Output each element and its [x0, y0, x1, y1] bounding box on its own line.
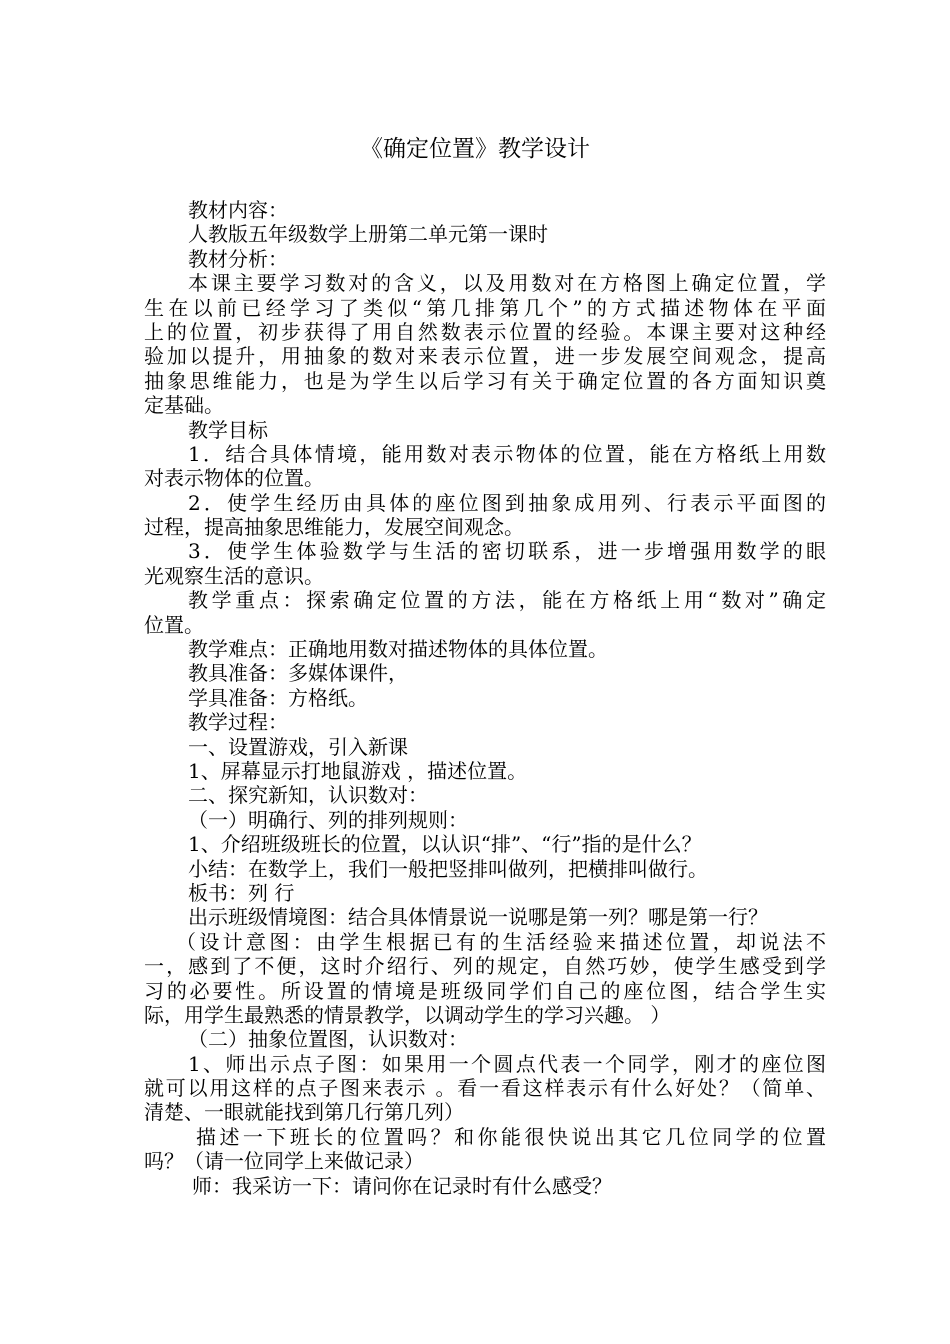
paragraph-line: 1、师出示点子图：如果用一个圆点代表一个同学，刚才的座位图 — [188, 1051, 826, 1076]
paragraph-line: 光观察生活的意识。 — [144, 563, 324, 588]
paragraph-line: 1、屏幕显示打地鼠游戏 ，描述位置。 — [188, 758, 528, 783]
paragraph-line: 一，感到了不便，这时介绍行、列的规定，自然巧妙，使学生感受到学 — [144, 954, 826, 979]
paragraph-line: 教材内容： — [188, 198, 288, 222]
paragraph-line: 本课主要学习数对的含义，以及用数对在方格图上确定位置，学 — [188, 271, 826, 296]
paragraph-line: 人教版五年级数学上册第二单元第一课时 — [188, 222, 548, 247]
paragraph-line: （设计意图：由学生根据已有的生活经验来描述位置，却说法不 — [176, 929, 826, 954]
paragraph-line: 小结：在数学上，我们一般把竖排叫做列，把横排叫做行。 — [188, 856, 708, 881]
paragraph-line: 一、设置游戏，引入新课 — [188, 734, 408, 759]
paragraph-line: （一）明确行、列的排列规则： — [188, 807, 468, 832]
paragraph-line: 3．使学生体验数学与生活的密切联系，进一步增强用数学的眼 — [188, 539, 826, 564]
paragraph-line: 1、介绍班级班长的位置，以认识“排”、“行”指的是什么？ — [188, 832, 702, 857]
document-body — [144, 198, 826, 1198]
paragraph-line: 际，用学生最熟悉的情景教学，以调动学生的学习兴趣。 ） — [144, 1002, 671, 1027]
paragraph-line: 抽象思维能力，也是为学生以后学习有关于确定位置的各方面知识奠 — [144, 368, 826, 393]
paragraph-line: 描述一下班长的位置吗？和你能很快说出其它几位同学的位置 — [196, 1124, 826, 1149]
paragraph-line: 教学难点：正确地用数对描述物体的具体位置。 — [188, 637, 608, 662]
paragraph-line: 定基础。 — [144, 393, 224, 418]
paragraph-line: （二）抽象位置图，认识数对： — [188, 1027, 468, 1052]
paragraph-line: 习的必要性。所设置的情境是班级同学们自己的座位图，结合学生实 — [144, 978, 826, 1003]
paragraph-line: 生在以前已经学习了类似“第几排第几个”的方式描述物体在平面 — [144, 295, 826, 320]
paragraph-line: 验加以提升，用抽象的数对来表示位置，进一步发展空间观念，提高 — [144, 344, 826, 369]
paragraph-line: 学具准备：方格纸。 — [188, 685, 368, 710]
paragraph-line: 清楚、一眼就能找到第几行第几列） — [144, 1100, 464, 1125]
paragraph-line: 教学目标 — [188, 417, 268, 442]
paragraph-line: 出示班级情境图：结合具体情景说一说哪是第一列？哪是第一行？ — [188, 905, 768, 930]
paragraph-line: 板书：列 行 — [188, 880, 295, 905]
paragraph-line: 教学重点：探索确定位置的方法，能在方格纸上用“数对”确定 — [188, 588, 826, 613]
document-title: 《确定位置》教学设计 — [360, 136, 590, 162]
paragraph-line: 就可以用这样的点子图来表示 。看一看这样表示有什么好处？（简单、 — [144, 1076, 826, 1101]
paragraph-line: 上的位置，初步获得了用自然数表示位置的经验。本课主要对这种经 — [144, 319, 826, 344]
paragraph-line: 师：我采访一下：请问你在记录时有什么感受？ — [192, 1173, 612, 1198]
paragraph-line: 教具准备：多媒体课件， — [188, 661, 408, 686]
paragraph-line: 1．结合具体情境，能用数对表示物体的位置，能在方格纸上用数 — [188, 441, 826, 466]
paragraph-line: 教材分析： — [188, 246, 288, 271]
paragraph-line: 2．使学生经历由具体的座位图到抽象成用列、行表示平面图的 — [188, 490, 826, 515]
paragraph-line: 对表示物体的位置。 — [144, 466, 324, 491]
paragraph-line: 吗？（请一位同学上来做记录） — [144, 1149, 424, 1174]
paragraph-line: 二、探究新知，认识数对： — [188, 783, 428, 808]
paragraph-line: 教学过程： — [188, 710, 288, 735]
paragraph-line: 过程，提高抽象思维能力，发展空间观念。 — [144, 515, 524, 540]
paragraph-line: 位置。 — [144, 612, 204, 637]
